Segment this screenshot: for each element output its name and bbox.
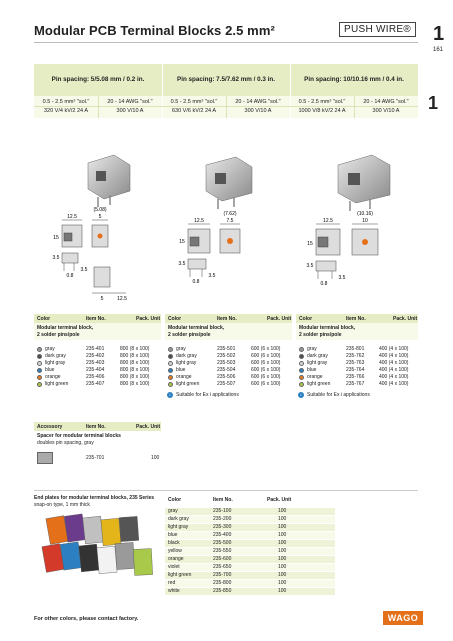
table-rows	[296, 346, 418, 388]
row-item: 235-504	[217, 367, 236, 373]
row-item: 235-200	[213, 516, 232, 522]
row-item: 235-503	[217, 360, 236, 366]
table-row	[165, 540, 335, 548]
divider	[226, 96, 227, 118]
row-color: orange	[176, 374, 192, 380]
endplates-title: End plates for modular terminal blocks, 235 Series	[34, 495, 155, 501]
spec-awg: 20 - 14 AWG "sol."	[235, 99, 281, 105]
spec-rating: 630 V/6 kV/2 24 A	[171, 108, 217, 114]
product-drawings	[34, 125, 418, 305]
row-color: gray	[176, 346, 186, 352]
dimension-drawing-5mm	[62, 220, 126, 293]
row-color: gray	[45, 346, 55, 352]
spec-rating: 320 V/4 kV/2 24 A	[43, 108, 89, 114]
color-swatch-icon	[168, 347, 173, 352]
color-swatch-icon	[168, 375, 173, 380]
row-color: light gray	[176, 360, 197, 366]
row-pack: 600 (6 x 100)	[251, 374, 281, 380]
endplates-rows	[165, 508, 335, 596]
table-row	[165, 346, 292, 353]
terminal-block-photo-10mm	[338, 155, 390, 211]
table-row	[296, 360, 418, 367]
row-color: violet	[168, 564, 180, 570]
spec-awg: 20 - 14 AWG "sol."	[363, 99, 409, 105]
row-item: 235-401	[86, 346, 105, 352]
row-color: blue	[307, 367, 317, 373]
spec-rating: 1000 V/8 kV/2 24 A	[298, 108, 346, 114]
dim-d1-1: 0.8	[66, 273, 74, 279]
page-title: Modular PCB Terminal Blocks 2.5 mm²	[34, 23, 275, 38]
row-item: 235-100	[213, 508, 232, 514]
row-color: gray	[168, 508, 178, 514]
table-row	[165, 508, 335, 516]
table-row	[165, 516, 335, 524]
row-color: orange	[168, 556, 184, 562]
table-row	[296, 374, 418, 381]
color-swatch-icon	[299, 375, 304, 380]
row-item: 235-762	[346, 353, 365, 359]
row-pack: 100	[278, 588, 287, 594]
row-color: gray	[307, 346, 317, 352]
accessory-description	[34, 431, 161, 449]
row-color: black	[168, 540, 180, 546]
row-item: 235-506	[217, 374, 236, 380]
row-item: 235-406	[86, 374, 105, 380]
dim-d1-2: 0.8	[192, 279, 200, 285]
table-row	[296, 367, 418, 374]
dim-pin-1: 3.5	[52, 255, 60, 261]
table-row	[165, 556, 335, 564]
col-item: Item No.	[86, 316, 106, 322]
table-row	[165, 580, 335, 588]
color-swatch-icon	[37, 354, 42, 359]
spec-awg: 20 - 14 AWG "sol."	[107, 99, 153, 105]
row-color: dark gray	[176, 353, 197, 359]
dim-w1-1: 5	[100, 296, 104, 302]
divider	[290, 96, 291, 118]
spacing-header	[34, 64, 418, 96]
table-row	[165, 367, 292, 374]
row-pack: 600 (6 x 100)	[251, 346, 281, 352]
row-item: 235-507	[217, 381, 236, 387]
row-pack: 100	[278, 564, 287, 570]
desc-line: 2 solder pins/pole	[299, 332, 342, 338]
row-item: 235-300	[213, 524, 232, 530]
terminal-block-photo-5mm	[88, 155, 130, 207]
table-row	[34, 353, 161, 360]
dim-d2-1: 3.5	[80, 267, 88, 273]
page-number: 161	[433, 47, 444, 53]
table-rows	[165, 346, 292, 388]
row-item: 235-502	[217, 353, 236, 359]
row-pack: 400 (4 x 100)	[379, 374, 409, 380]
table-rows	[34, 346, 161, 388]
row-color: light green	[45, 381, 69, 387]
col-item: Item No.	[217, 316, 237, 322]
row-item: 235-403	[86, 360, 105, 366]
row-color: light green	[168, 572, 192, 578]
row-pack: 600 (6 x 100)	[251, 381, 281, 387]
row-pack: 100	[278, 548, 287, 554]
endplates-photo	[40, 513, 160, 593]
row-pack: 400 (4 x 100)	[379, 353, 409, 359]
spacing-title-3: Pin spacing: 10/10.16 mm / 0.4 in.	[304, 76, 404, 83]
col-item: Item No.	[86, 424, 106, 430]
row-item: 235-700	[213, 572, 232, 578]
row-pack: 600 (6 x 100)	[251, 360, 281, 366]
header-rule	[34, 42, 418, 43]
color-swatch-icon	[299, 354, 304, 359]
row-color: light gray	[307, 360, 328, 366]
accessory-row	[34, 455, 161, 462]
footer-note: For other colors, please contact factory.	[34, 616, 139, 622]
table-row	[165, 360, 292, 367]
row-color: dark gray	[307, 353, 328, 359]
row-pack: 800 (8 x 100)	[120, 353, 150, 359]
dim-height-2: 15	[179, 239, 185, 245]
dim-height-1: 15	[53, 235, 59, 241]
spacing-specs	[34, 96, 418, 118]
row-color: light green	[176, 381, 200, 387]
divider	[34, 106, 418, 107]
accessory-item: 235-701	[86, 455, 105, 461]
desc-line: Spacer for modular terminal blocks	[37, 433, 121, 439]
color-swatch-icon	[299, 382, 304, 387]
table-row	[165, 381, 292, 388]
row-color: light gray	[168, 524, 189, 530]
color-swatch-icon	[37, 382, 42, 387]
row-pack: 800 (8 x 100)	[120, 346, 150, 352]
note-text: Suitable for Ex i applications	[176, 392, 239, 399]
spec-metric: 0.5 - 2.5 mm² "sol."	[298, 99, 346, 105]
dim-width-1: 12.5	[67, 214, 77, 220]
color-swatch-icon	[37, 375, 42, 380]
table-row	[165, 588, 335, 596]
row-pack: 100	[278, 508, 287, 514]
row-item: 235-501	[217, 346, 236, 352]
row-item: 235-800	[213, 580, 232, 586]
row-pack: 400 (4 x 100)	[379, 360, 409, 366]
product-table-7.5mm	[165, 314, 292, 398]
dim-spacing-3: 10	[362, 218, 368, 224]
table-header	[165, 314, 292, 323]
spacing-title-2: Pin spacing: 7.5/7.62 mm / 0.3 in.	[177, 76, 275, 83]
info-icon: i	[167, 392, 173, 398]
col-accessory: Accessory	[37, 424, 63, 430]
table-row	[165, 564, 335, 572]
endplates-section	[34, 490, 418, 601]
row-item: 235-600	[213, 556, 232, 562]
tab-number: 1	[433, 23, 445, 45]
terminal-block-photo-7.5mm	[206, 157, 252, 209]
dim-spacing-2: 7.5	[226, 218, 234, 224]
divider	[290, 64, 291, 96]
col-pack: Pack. Unit	[136, 316, 161, 322]
dim-spacing-label-3: (10.16)	[357, 211, 373, 217]
table-description	[165, 323, 292, 340]
dimension-drawing-10mm	[316, 224, 378, 279]
row-item: 235-404	[86, 367, 105, 373]
endplates-table	[165, 495, 335, 596]
row-pack: 800 (8 x 100)	[120, 374, 150, 380]
spacer-image	[37, 452, 53, 464]
table-header	[34, 422, 161, 431]
color-swatch-icon	[37, 368, 42, 373]
table-row	[296, 346, 418, 353]
info-icon: i	[298, 392, 304, 398]
row-item: 235-650	[213, 564, 232, 570]
row-item: 235-500	[213, 540, 232, 546]
row-color: orange	[307, 374, 323, 380]
col-color: Color	[299, 316, 313, 322]
row-item: 235-400	[213, 532, 232, 538]
desc-line: Modular terminal block,	[299, 325, 356, 331]
note-text: Suitable for Ex i applications	[307, 392, 370, 399]
col-color: Color	[37, 316, 51, 322]
table-header	[34, 314, 161, 323]
table-row	[296, 381, 418, 388]
table-header	[296, 314, 418, 323]
desc-line: 2 solder pins/pole	[37, 332, 80, 338]
table-row	[34, 381, 161, 388]
endplates-subtitle: snap-on type, 1 mm thick	[34, 502, 90, 508]
row-pack: 100	[278, 516, 287, 522]
wago-logo: WAGO	[383, 611, 423, 625]
row-pack: 400 (4 x 100)	[379, 346, 409, 352]
spacing-title-1: Pin spacing: 5/5.08 mm / 0.2 in.	[51, 76, 145, 83]
product-table-10mm	[296, 314, 418, 398]
dim-width-3: 12.5	[323, 218, 333, 224]
row-pack: 100	[278, 580, 287, 586]
color-swatch-icon	[37, 361, 42, 366]
row-item: 235-763	[346, 360, 365, 366]
color-swatch-icon	[168, 382, 173, 387]
col-color: Color	[168, 497, 182, 503]
row-pack: 800 (8 x 100)	[120, 360, 150, 366]
dim-height-3: 15	[307, 241, 313, 247]
col-pack: Pack. Unit	[136, 424, 161, 430]
row-item: 235-801	[346, 346, 365, 352]
row-item: 235-767	[346, 381, 365, 387]
accessory-table	[34, 422, 161, 462]
col-item: Item No.	[346, 316, 366, 322]
table-header	[165, 495, 335, 504]
row-pack: 100	[278, 556, 287, 562]
col-pack: Pack. Unit	[267, 497, 292, 503]
dim-d2-2: 3.5	[208, 273, 216, 279]
product-table-5mm	[34, 314, 161, 388]
row-pack: 800 (8 x 100)	[120, 381, 150, 387]
table-description	[296, 323, 418, 340]
row-color: light green	[307, 381, 331, 387]
table-row	[165, 548, 335, 556]
row-item: 235-407	[86, 381, 105, 387]
dim-d2-3: 3.5	[338, 275, 346, 281]
row-item: 235-766	[346, 374, 365, 380]
row-color: orange	[45, 374, 61, 380]
desc-line: Modular terminal block,	[37, 325, 94, 331]
divider	[162, 96, 163, 118]
desc-line: doubles pin spacing, gray	[37, 440, 94, 446]
dim-width-2: 12.5	[194, 218, 204, 224]
push-wire-brand: PUSH WIRE®	[339, 22, 416, 37]
dim-spacing-1: 5	[98, 214, 102, 220]
divider	[98, 96, 99, 118]
table-row	[165, 353, 292, 360]
row-pack: 600 (6 x 100)	[251, 353, 281, 359]
ex-note	[298, 392, 420, 398]
row-color: blue	[45, 367, 55, 373]
row-color: blue	[168, 532, 178, 538]
row-pack: 400 (4 x 100)	[379, 381, 409, 387]
col-color: Color	[168, 316, 182, 322]
desc-line: Modular terminal block,	[168, 325, 225, 331]
table-description	[34, 323, 161, 340]
dim-spacing-label-1: (5.08)	[93, 207, 107, 213]
dim-spacing-label-2: (7.62)	[223, 211, 237, 217]
row-pack: 600 (6 x 100)	[251, 367, 281, 373]
col-item: Item No.	[213, 497, 233, 503]
spec-metric: 0.5 - 2.5 mm² "sol."	[170, 99, 218, 105]
divider	[354, 96, 355, 118]
divider	[162, 64, 163, 96]
row-pack: 100	[278, 532, 287, 538]
spec-ul-rating: 300 V/10 A	[244, 108, 272, 114]
color-swatch-icon	[299, 361, 304, 366]
desc-line: 2 solder pins/pole	[168, 332, 211, 338]
section-number: 1	[428, 93, 439, 113]
ex-note	[167, 392, 294, 398]
dim-w2-1: 12.5	[117, 296, 127, 302]
table-row	[34, 367, 161, 374]
table-row	[165, 524, 335, 532]
table-row	[165, 374, 292, 381]
row-item: 235-402	[86, 353, 105, 359]
dim-d1-3: 0.8	[320, 281, 328, 287]
table-row	[34, 346, 161, 353]
row-color: blue	[176, 367, 186, 373]
color-swatch-icon	[168, 368, 173, 373]
accessory-pack: 100	[151, 455, 160, 461]
row-item: 235-764	[346, 367, 365, 373]
row-pack: 800 (8 x 100)	[120, 367, 150, 373]
table-row	[296, 353, 418, 360]
color-swatch-icon	[168, 354, 173, 359]
row-pack: 100	[278, 572, 287, 578]
col-pack: Pack. Unit	[393, 316, 418, 322]
row-color: light gray	[45, 360, 66, 366]
row-pack: 400 (4 x 100)	[379, 367, 409, 373]
dimension-drawing-7.5mm	[188, 224, 240, 277]
color-swatch-icon	[299, 347, 304, 352]
row-color: white	[168, 588, 180, 594]
row-item: 235-850	[213, 588, 232, 594]
row-pack: 100	[278, 524, 287, 530]
color-swatch-icon	[168, 361, 173, 366]
table-row	[165, 572, 335, 580]
table-row	[34, 374, 161, 381]
spec-metric: 0.5 - 2.5 mm² "sol."	[42, 99, 90, 105]
row-color: dark gray	[168, 516, 189, 522]
spec-ul-rating: 300 V/10 A	[372, 108, 400, 114]
table-row	[165, 532, 335, 540]
row-item: 235-550	[213, 548, 232, 554]
row-color: red	[168, 580, 176, 586]
row-pack: 100	[278, 540, 287, 546]
dim-pin-3: 3.5	[306, 263, 314, 269]
color-swatch-icon	[299, 368, 304, 373]
dim-pin-2: 3.5	[178, 261, 186, 267]
table-row	[34, 360, 161, 367]
color-swatch-icon	[37, 347, 42, 352]
row-color: dark gray	[45, 353, 66, 359]
row-color: yellow	[168, 548, 182, 554]
col-pack: Pack. Unit	[267, 316, 292, 322]
spec-ul-rating: 300 V/10 A	[116, 108, 144, 114]
